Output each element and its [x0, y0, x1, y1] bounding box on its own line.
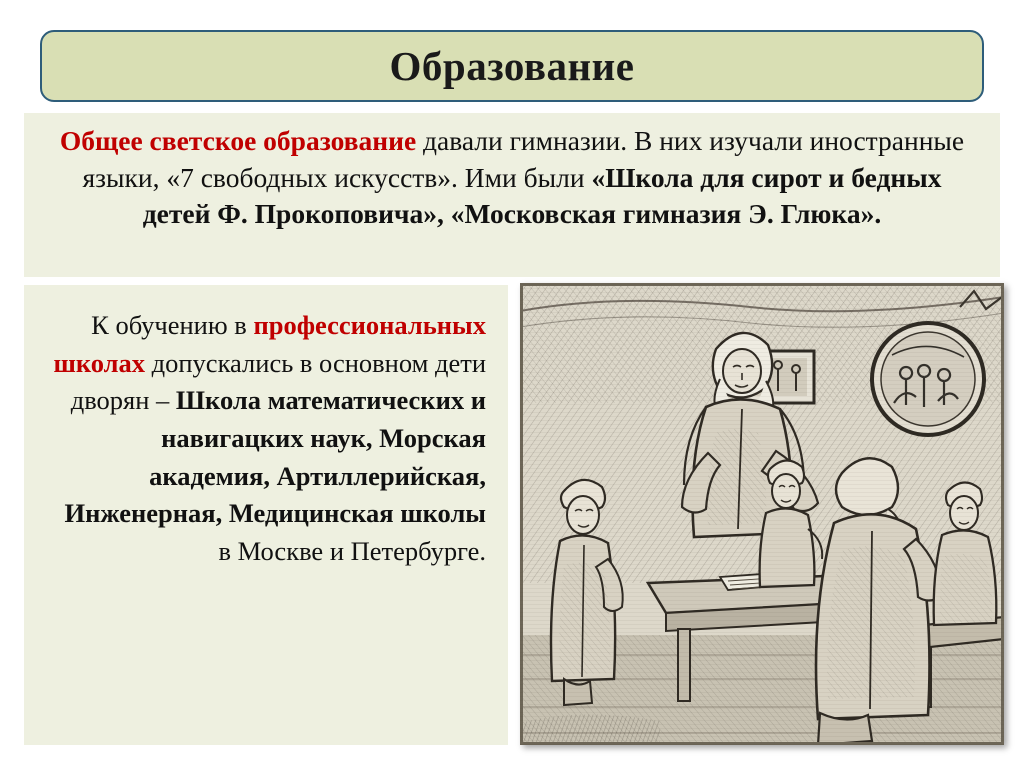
- top-paragraph: [50, 123, 974, 233]
- top-text-panel: [24, 113, 1000, 277]
- engraving-illustration: [520, 283, 1004, 745]
- title-box: [40, 30, 984, 102]
- left-segment-normal-2: допускались в основном дети дворян –: [70, 347, 486, 416]
- left-segment-normal-1: К обучению в: [91, 310, 254, 340]
- engraving-svg: [520, 283, 1004, 745]
- left-segment-normal-3: в Москве и Петербурге.: [218, 535, 486, 566]
- left-text-panel: [24, 285, 508, 745]
- wall-medallion: [872, 323, 984, 435]
- top-segment-bold: «Школа для сирот и бедных детей Ф. Прокоповича», «Московская гимназия Э. Глюка».: [142, 161, 942, 230]
- page-title: Образование: [389, 43, 635, 89]
- left-segment-accent: профессиональных школах: [53, 310, 486, 378]
- left-paragraph: [46, 307, 486, 570]
- left-segment-bold: Школа математических и навигацких наук, Морская академия, Артиллерийская, Инженерная, Медицинская школы: [64, 385, 486, 529]
- top-segment-normal: давали гимназии. В них изучали иностранные языки, «7 свободных искусств». Ими были: [82, 125, 965, 193]
- top-segment-accent: Общее светское образование: [59, 125, 417, 156]
